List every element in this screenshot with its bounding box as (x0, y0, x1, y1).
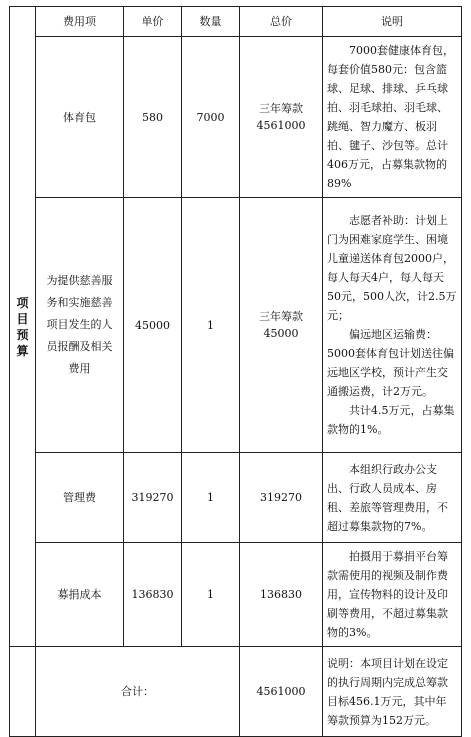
section-label-cell (10, 7, 36, 647)
header-note: 说明 (323, 7, 462, 37)
header-row (10, 7, 462, 37)
header-unit-price: 单价 (124, 7, 182, 37)
total-label: 合计： (36, 647, 240, 737)
quantity-cell: 1 (182, 543, 240, 647)
table-row (10, 198, 462, 453)
total-note-cell (323, 647, 462, 737)
item-cell: 为提供慈善服务和实施慈善项目发生的人员报酬及相关费用 (36, 198, 124, 453)
note-cell (323, 453, 462, 543)
note-cell (323, 198, 462, 453)
note-paragraph: 拍摄用于募捐平台筹款需使用的视频及制作费用，宣传物料的设计及印刷等费用，不超过募集款物的3%。 (327, 550, 448, 639)
item-cell: 管理费 (36, 453, 124, 543)
unit-price-cell: 580 (124, 37, 182, 198)
item-cell: 体育包 (36, 37, 124, 198)
header-total: 总价 (240, 7, 323, 37)
total-cell: 136830 (240, 543, 323, 647)
total-cell: 三年筹款 45000 (240, 198, 323, 453)
note-cell (323, 37, 462, 198)
quantity-cell: 1 (182, 453, 240, 543)
note-paragraph: 本组织行政办公支出、行政人员成本、房租、差旅等管理费用，不超过募集款物的7%。 (327, 462, 448, 533)
unit-price-cell: 45000 (124, 198, 182, 453)
total-note: 说明：本项目计划在设定的执行周期内完成总筹款目标456.1万元，其中年筹款预算为152万元。 (327, 656, 448, 727)
header-quantity: 数量 (182, 7, 240, 37)
note-cell (323, 543, 462, 647)
quantity-cell: 7000 (182, 37, 240, 198)
header-item: 费用项 (36, 7, 124, 37)
note-paragraph: 偏远地区运输费：5000套体育包计划送往偏远地区学校，预计产生交通搬运费，计2万元。 (327, 328, 454, 398)
table-row (10, 37, 462, 198)
budget-document (9, 6, 462, 737)
note-paragraph: 7000套健康体育包，每套价值580元：包含篮球、足球、排球、乒乓球拍、羽毛球拍、羽毛球、跳绳、智力魔方、板羽拍、毽子、沙包等。总计406万元，占募集款物的89% (327, 44, 454, 190)
total-row (10, 647, 462, 737)
unit-price-cell: 136830 (124, 543, 182, 647)
total-cell: 三年筹款 4561000 (240, 37, 323, 198)
table-row (10, 453, 462, 543)
section-label: 项目预算 (16, 295, 29, 358)
unit-price-cell: 319270 (124, 453, 182, 543)
note-paragraph: 志愿者补助：计划上门为困难家庭学生、困境儿童递送体育包2000户，每人每天4户，每人每天50元，500人次，计2.5万元； (327, 214, 457, 322)
total-section-cell (10, 647, 36, 737)
budget-table (9, 6, 462, 737)
total-cell: 319270 (240, 453, 323, 543)
table-row (10, 543, 462, 647)
note-paragraph: 共计4.5万元，占募集款物的1%。 (327, 404, 455, 436)
item-cell: 募捐成本 (36, 543, 124, 647)
grand-total: 4561000 (240, 647, 323, 737)
quantity-cell: 1 (182, 198, 240, 453)
